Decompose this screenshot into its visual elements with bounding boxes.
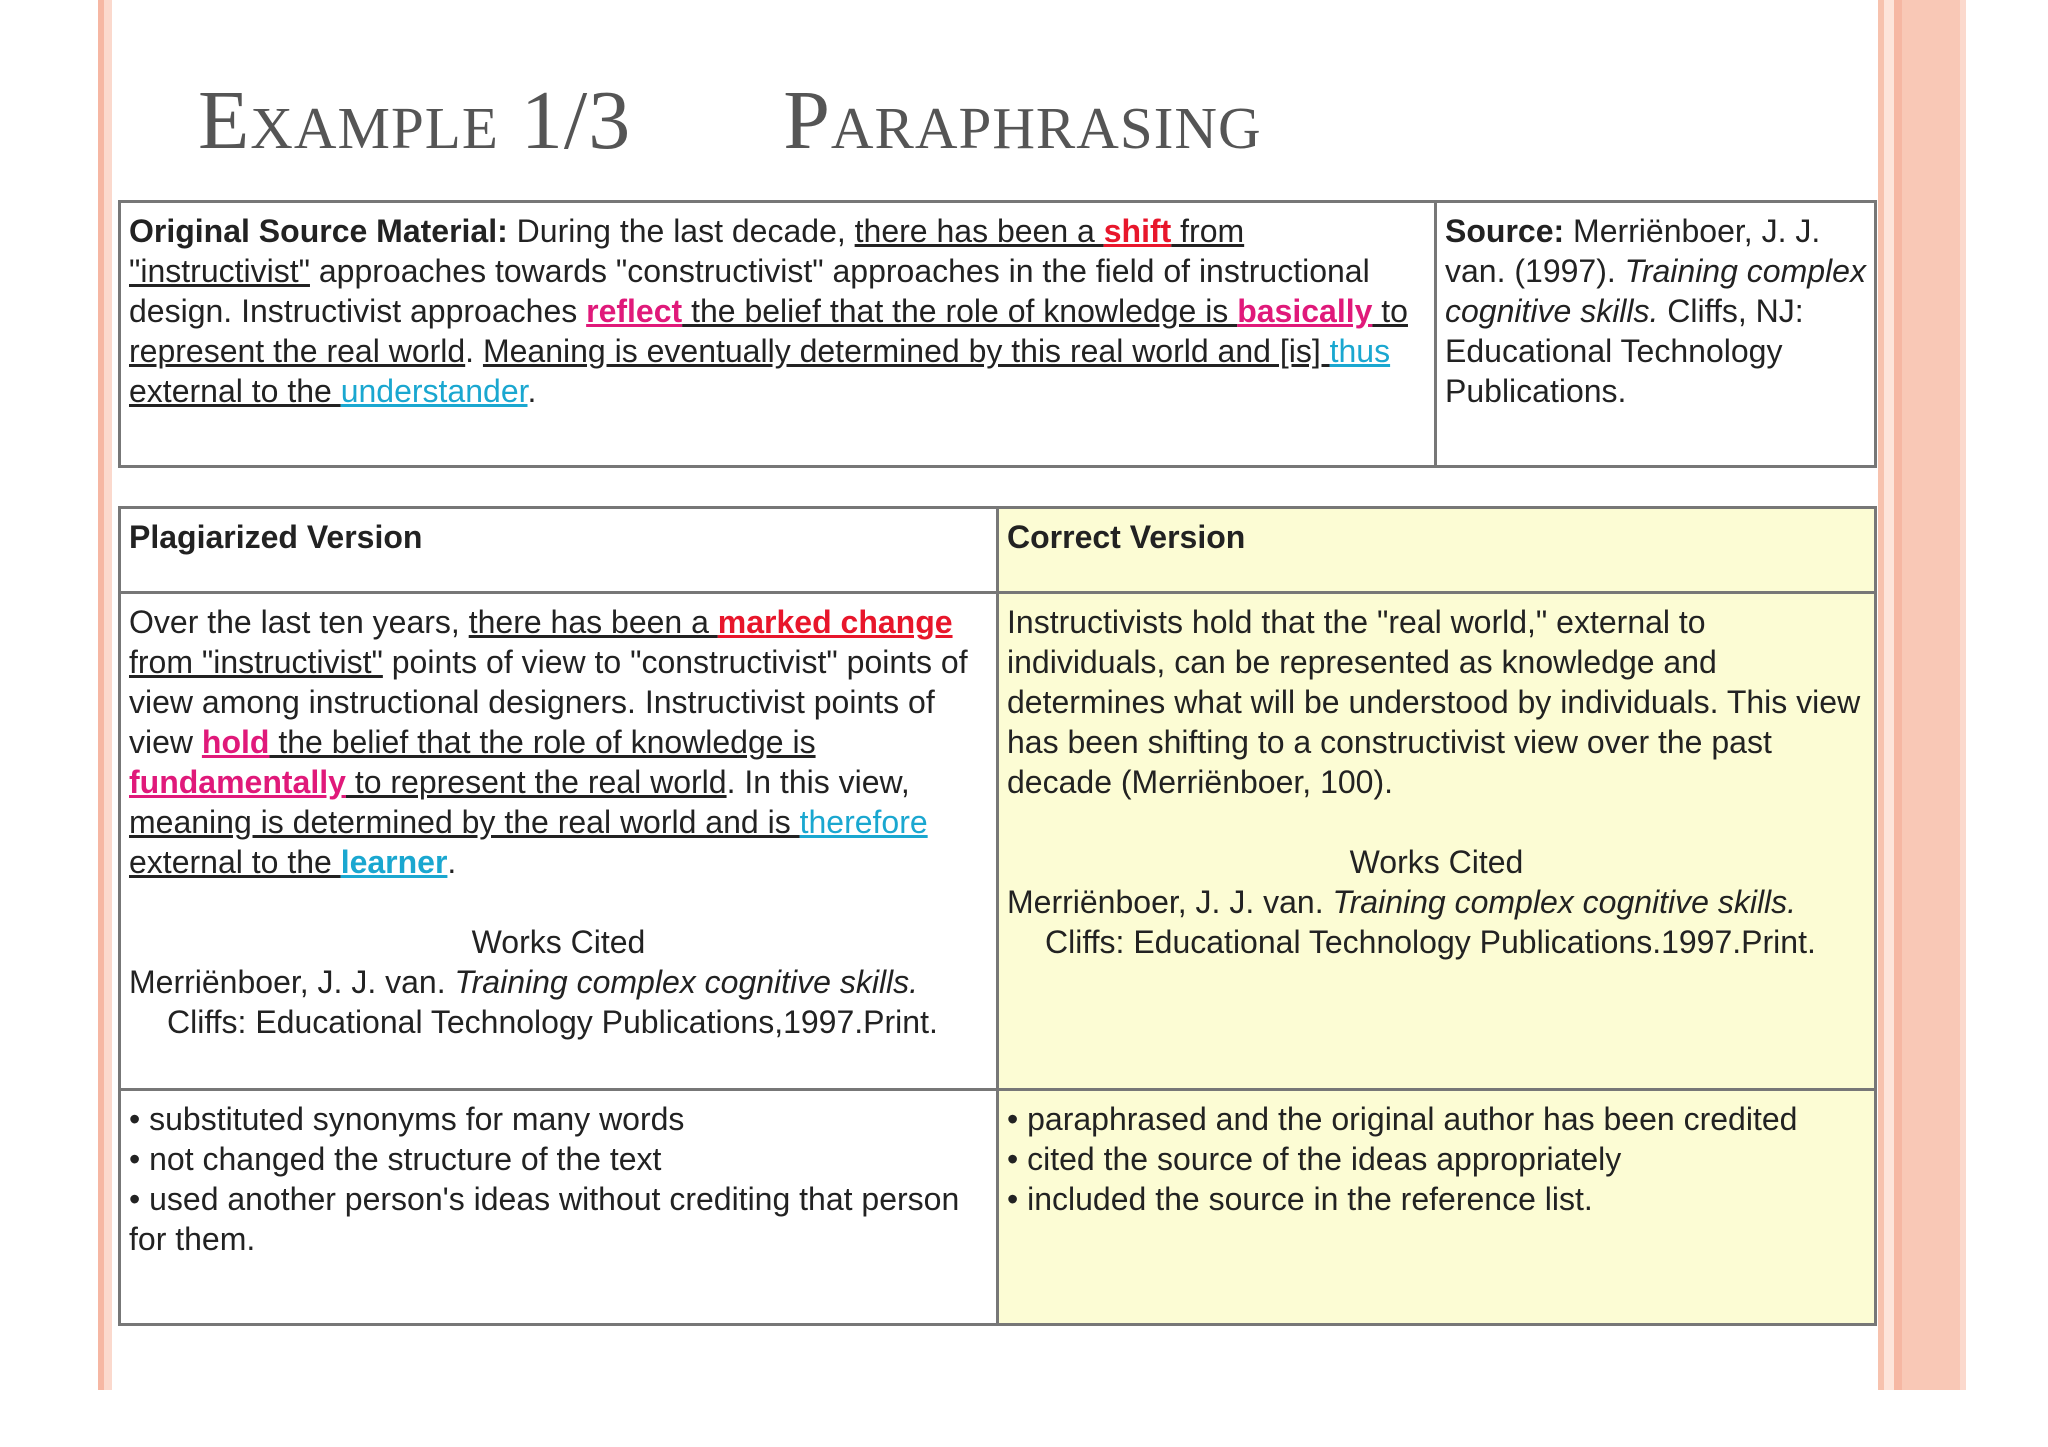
original-text: the belief that the role of knowledge is bbox=[682, 293, 1238, 329]
slide-title-right: Paraphrasing bbox=[783, 74, 1262, 167]
original-text: Meaning is eventually determined by this real world and [is] bbox=[482, 333, 1330, 369]
source-cell bbox=[1436, 202, 1876, 467]
plagiarized-header: Plagiarized Version bbox=[120, 508, 998, 593]
original-source-cell bbox=[120, 202, 1436, 467]
right-border-band bbox=[1902, 0, 1960, 1390]
right-border-stripe-dark bbox=[1894, 0, 1902, 1390]
highlight-word: therefore bbox=[799, 804, 928, 840]
original-label: Original Source Material: bbox=[129, 213, 508, 249]
highlight-word: basically bbox=[1237, 293, 1373, 329]
plagiarized-paragraph bbox=[129, 602, 988, 882]
list-item: • paraphrased and the original author has been credited bbox=[1007, 1101, 1798, 1137]
highlight-word: shift bbox=[1103, 213, 1172, 249]
plagiarized-notes bbox=[120, 1090, 998, 1325]
source-label: Source: bbox=[1445, 213, 1565, 249]
list-item: • used another person's ideas without crediting that person for them. bbox=[129, 1181, 960, 1257]
citation-text: Merriënboer, J. J. van. bbox=[1007, 884, 1333, 920]
works-cited-entry-cont: Cliffs: Educational Technology Publications.1997.Print. bbox=[1045, 924, 1816, 960]
correct-header: Correct Version bbox=[998, 508, 1876, 593]
highlight-word: learner bbox=[340, 844, 448, 880]
slide-title-left: Example 1/3 bbox=[198, 74, 632, 167]
source-title: Training complex cognitive skills. bbox=[1445, 253, 1866, 329]
slide-title bbox=[198, 72, 1262, 169]
works-cited-entry bbox=[1007, 882, 1866, 922]
original-text: approaches towards "constructivist" approaches in the field of instructional design. Instructivist approaches bbox=[129, 253, 1370, 329]
source-text: Cliffs, NJ: Educational Technology Publications. bbox=[1445, 293, 1804, 409]
left-border-stripe-light bbox=[104, 0, 112, 1390]
plagiarized-text: . In this view, bbox=[726, 764, 910, 800]
plagiarized-text: points of view to "constructivist" points of view among instructional designers. Instructivist points of view bbox=[129, 644, 968, 760]
citation-text: Merriënboer, J. J. van. bbox=[129, 964, 455, 1000]
plagiarized-text: from "instructivist" bbox=[129, 644, 383, 680]
correct-paragraph: Instructivists hold that the "real world," external to individuals, can be represented as knowledge and determines what will be understood by individuals. This view has been shifting to a constructivist view over the past decade (Merriënboer, 100). bbox=[1007, 604, 1861, 800]
correct-body bbox=[998, 593, 1876, 1090]
plagiarized-text: there has been a bbox=[468, 604, 718, 640]
plagiarized-text: to represent the real world bbox=[345, 764, 727, 800]
highlight-word: reflect bbox=[586, 293, 683, 329]
plagiarized-text: external to the bbox=[129, 844, 341, 880]
original-source-table bbox=[118, 200, 1877, 468]
works-cited-entry bbox=[129, 962, 988, 1002]
right-border-edge bbox=[1960, 0, 1966, 1390]
list-item: • cited the source of the ideas appropriately bbox=[1007, 1141, 1622, 1177]
correct-notes bbox=[998, 1090, 1876, 1325]
plagiarized-text: the belief that the role of knowledge is bbox=[269, 724, 816, 760]
correct-bullet-list bbox=[1007, 1099, 1866, 1219]
comparison-table bbox=[118, 506, 1877, 1326]
original-text: During the last decade, bbox=[507, 213, 855, 249]
original-text: from "instructivist" bbox=[129, 213, 1245, 289]
citation-title: Training complex cognitive skills. bbox=[454, 964, 919, 1000]
plagiarized-text: meaning is determined by the real world and is bbox=[129, 804, 800, 840]
highlight-word: hold bbox=[201, 724, 270, 760]
list-item: • included the source in the reference list. bbox=[1007, 1181, 1593, 1217]
plagiarized-text: Over the last ten years, bbox=[129, 604, 469, 640]
citation-title: Training complex cognitive skills. bbox=[1332, 884, 1797, 920]
works-cited-entry-cont: Cliffs: Educational Technology Publications,1997.Print. bbox=[167, 1004, 938, 1040]
works-cited-heading: Works Cited bbox=[471, 924, 646, 960]
highlight-word: marked change bbox=[717, 604, 953, 640]
original-text: . bbox=[465, 333, 483, 369]
original-text: to represent the real world bbox=[129, 293, 1408, 369]
plagiarized-text: . bbox=[447, 844, 457, 880]
list-item: • substituted synonyms for many words bbox=[129, 1101, 685, 1137]
right-border-stripe-light bbox=[1884, 0, 1894, 1390]
original-text: external to the bbox=[129, 373, 341, 409]
source-text: Merriënboer, J. J. van. (1997). bbox=[1445, 213, 1821, 289]
plagiarized-body bbox=[120, 593, 998, 1090]
highlight-word: understander bbox=[340, 373, 528, 409]
highlight-word: fundamentally bbox=[129, 764, 346, 800]
original-text: . bbox=[527, 373, 537, 409]
works-cited-heading: Works Cited bbox=[1349, 844, 1524, 880]
plagiarized-bullet-list bbox=[129, 1099, 988, 1259]
list-item: • not changed the structure of the text bbox=[129, 1141, 662, 1177]
original-text: there has been a bbox=[854, 213, 1104, 249]
highlight-word: thus bbox=[1329, 333, 1391, 369]
